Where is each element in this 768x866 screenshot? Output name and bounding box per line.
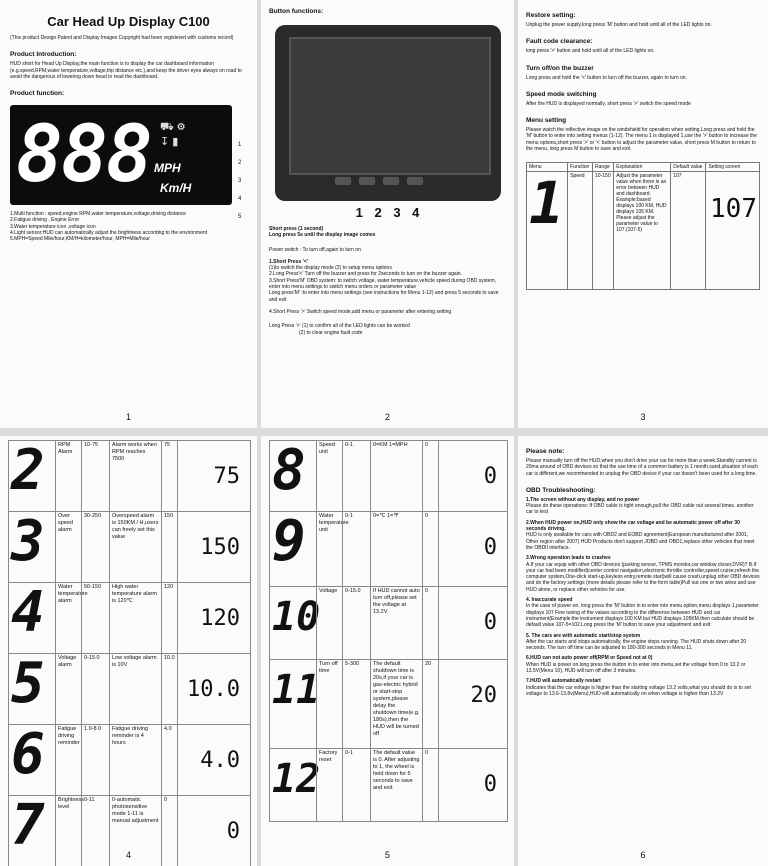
table-row — [9, 438, 250, 512]
function-cell: Voltage alarm — [55, 654, 81, 724]
note-text: Please manually turn off the HUD,when you don't drive your car for more than a week.Standby current is 20ma around of OBD devices so that the use time of a common battery is 1 month,sand,situation of each car is different,we recommended to unplug the OBD device if your car doesn't been used for a long time. — [526, 458, 759, 477]
default-cell: 0 — [422, 587, 438, 659]
page-title: Car Head Up Display C100 — [47, 14, 210, 29]
issue-title: 2.When HUD power on,HUD only show the car voltage and be automatic power off after 30 seconds driving. — [526, 519, 740, 533]
page-number: 2 — [384, 412, 390, 422]
section-heading: Restore setting: — [526, 12, 576, 19]
table-row — [9, 651, 250, 725]
explanation-cell: Low voltage alarm is 10V — [109, 654, 161, 724]
button-number-labels — [269, 205, 506, 220]
default-cell: 10.0 — [161, 654, 177, 724]
issue-answer: Indicates that the car voltage is higher than the starting voltage 13.2 volts,what you should do is to set voltage to 13.6-13.8v(Menu),HUD will automatically on when voltage is higher than 13.2V — [526, 684, 751, 697]
manual-page-5 — [261, 436, 514, 866]
button-number: 3 — [393, 205, 401, 220]
button-number: 2 — [374, 205, 382, 220]
menu-digit: 2 — [11, 438, 45, 503]
column-header: Menu — [527, 163, 568, 172]
engine-icon: ⚙ — [176, 121, 186, 134]
function-cell: Factory reset — [316, 749, 342, 821]
list-item: 4.Light sensor:HUD can automatically adjust the brightness according to the environment — [10, 230, 208, 237]
range-cell: 0-11 — [81, 796, 109, 866]
manual-page-2 — [261, 0, 514, 428]
menu-digit: 8 — [272, 438, 306, 503]
button-instructions — [269, 259, 506, 336]
default-cell: 75 — [161, 441, 177, 511]
thermometer-icon: ↧ — [160, 136, 170, 149]
list-item: 2.Fatigue driving , Engine Error — [10, 217, 80, 224]
callout-1: 1 — [238, 142, 242, 148]
callout-5: 5 — [238, 214, 242, 220]
default-cell: 107 — [671, 172, 706, 290]
function-cell: Turn off time — [316, 660, 342, 748]
column-header: Default value — [671, 163, 706, 172]
issue-title: 1.The screen without any display, and no power — [526, 496, 640, 503]
callout-2: 2 — [238, 160, 242, 166]
hud-device-image — [275, 25, 501, 201]
menu-table-continued — [8, 440, 251, 866]
section-text: After the HUD is displayed normally, short press '>' switch the speed mode — [526, 100, 691, 107]
issue-answer: After the car starts and stops automatically, the engine stops running. The HUD shuts down after 20 seconds. The turn off time can be adjusted to 180-300 seconds in Menu 11. — [526, 638, 747, 652]
table-row — [270, 660, 507, 749]
mph-label: MPH — [154, 161, 181, 176]
function-cell: RPM Alarm — [55, 441, 81, 511]
section-text: Unplug the power supply,long press 'M' button and hold until all of the LED lights on. — [526, 22, 712, 28]
list-item: Long press'M' :to enter into menu settings (see instructions for Menu 1-12) and press 5 seconds to save and exit — [269, 290, 499, 303]
explanation-cell: Alarm works when RPM reaches 7500 — [109, 441, 161, 511]
list-item: 2.Long Press'<' Turn off the buzzer and press for 2seconds to turn on the buzzer again. — [269, 271, 462, 278]
list-item: 5.MPH=Speed Mile/hour,KM/H=kilometer/hour, MPH=Mile/hour — [10, 236, 150, 243]
setting-screen: 0 — [438, 587, 507, 659]
setting-screen: 0 — [438, 512, 507, 586]
menu-table-continued — [269, 440, 508, 822]
range-cell: 30-250 — [81, 512, 109, 582]
explanation-cell: Fatigue driving reminder is 4 hours — [109, 725, 161, 795]
menu-digit: 10 — [272, 594, 321, 640]
section-heading: Turn off/on the buzzer — [526, 64, 594, 72]
setting-screen: 10.0 — [177, 654, 250, 724]
manual-page-1 — [0, 0, 257, 428]
menu-digit: 12 — [272, 756, 321, 802]
long-press-note: Long press 5s until the display image comes — [269, 232, 376, 239]
list-item: (2) to clear engine fault code — [299, 329, 363, 336]
troubleshooting-heading: OBD Troubleshooting: — [526, 486, 596, 494]
column-header: Explanation — [614, 163, 671, 172]
setting-screen: 120 — [177, 583, 250, 653]
table-row — [9, 722, 250, 796]
table-row — [270, 438, 507, 512]
car-icon: ⛟ — [160, 121, 174, 134]
button-number: 4 — [412, 205, 420, 220]
battery-icon: ▮ — [172, 136, 179, 149]
issue-answer: HUD is only available for cars with OBD2 and EOBD agreement(European manufactured after 2001, Other region after 2007) HUD Products don't support JOBD and OBD1,replace other vehicles that meet the OBDII interface. — [526, 532, 755, 551]
range-cell: 0-1 — [342, 512, 370, 586]
list-item: 3.Short Press'M' OBD system: to switch voltage, water temperature,vehicle speed during OBD system, enter into menu settings to switch menu orders or parameter value — [269, 277, 496, 291]
explanation-cell: 0=℃ 1=℉ — [370, 512, 422, 586]
troubleshooting-list — [526, 497, 760, 697]
section-text: Long press and hold the '<' button to turn off the buzzer, again to turn on. — [526, 74, 687, 81]
device-button-1 — [335, 177, 351, 185]
list-item: 3.Water temperature icon ,voltage icon — [10, 223, 96, 230]
issue-title: 3.Wrong operation leads to crashes — [526, 555, 611, 562]
intro-heading: Product Introduction: — [10, 51, 77, 59]
issue-answer: Please do these operations: If OBD cable is tight enough,pull the OBD cable out several times. another car to test — [526, 503, 754, 516]
page-number: 6 — [640, 850, 646, 860]
car-status-icons — [160, 121, 185, 148]
section-text: long press '>' button and hold until all of the LED lights on. — [526, 48, 655, 55]
power-switch-text: Power switch : To turn off,again to turn on — [269, 246, 361, 253]
setting-screen: 20 — [438, 660, 507, 748]
list-item: 1.Multi function : speed,engine RPM,water temperature,voltage,driving distance — [10, 211, 186, 218]
function-cell: Fatigue driving reminder — [55, 725, 81, 795]
device-button-3 — [383, 177, 399, 185]
hud-digits: 888 — [16, 110, 151, 201]
table-row — [527, 172, 760, 290]
callout-4: 4 — [238, 196, 242, 202]
callout-3: 3 — [238, 178, 242, 184]
table-row — [270, 509, 507, 587]
function-list — [10, 211, 247, 242]
short-press-note: Short press (1 second) — [269, 226, 324, 232]
issue-title: 5. The cars are with automatic start/stop system — [526, 632, 641, 639]
list-item: 4.Short Press '>' Switch speed mode,add menu or parameter after entering setting — [269, 308, 452, 315]
range-cell: 0-15.0 — [81, 654, 109, 724]
column-header: Setting screen — [706, 163, 760, 172]
setting-screen: 0 — [438, 749, 507, 821]
issue-title: 4. Inaccurate speed — [526, 597, 573, 604]
menu-digit: 9 — [272, 509, 306, 574]
table-row — [270, 749, 507, 822]
list-item: Long Press '>' (1) to confirm all of the LED lights can be worked — [269, 323, 410, 330]
device-button-4 — [407, 177, 423, 185]
explanation-cell: The default value is 0. After adjusting to 1, the wheel is held down for 5 seconds to save and exit. — [370, 749, 422, 821]
function-cell: Speed unit — [316, 441, 342, 511]
explanation-cell: High water temperature alarm is 120℃ — [109, 583, 161, 653]
page-number: 5 — [384, 850, 390, 860]
button-functions-heading: Button functions: — [269, 8, 324, 15]
range-cell: 0-1 — [342, 441, 370, 511]
note-heading: Please note: — [526, 448, 565, 455]
explanation-cell: Overspeed alarm is 150KM / H,users can freely set this value — [109, 512, 161, 582]
column-header: Range — [593, 163, 614, 172]
list-item: (1)to switch the display mode (2) to setup menu options — [269, 265, 392, 272]
default-cell: 0 — [422, 512, 438, 586]
setting-screen: 75 — [177, 441, 250, 511]
function-cell: Water temperature alarm — [55, 583, 81, 653]
function-cell: Speed — [568, 172, 593, 290]
manual-page-3 — [518, 0, 768, 428]
button-number: 1 — [355, 205, 363, 220]
list-item: 1.Short Press '<' — [269, 258, 308, 265]
default-cell: 0 — [422, 749, 438, 821]
explanation-cell: The default shutdown time is 20s,if your car is gas-electric hybrid or start-stop system,please delay the shutdown time(e.g. 180s),then the HUD will be turned off — [370, 660, 422, 748]
default-cell: 20 — [422, 660, 438, 748]
kmh-label: Km/H — [160, 181, 192, 196]
range-cell: 50-150 — [81, 583, 109, 653]
default-cell: 4.0 — [161, 725, 177, 795]
issue-answer: A.If your car equip with other OBD devices (parking sensor, TPMS monitor,car window closer,DVR)? B.If your car had been modified(center control navigation,electronic throttle controller,speed cruise,refresh the computer system,One-click start-up,keyless entry,remote start)will cause crash,unplug other OBD devices and do the factory settings (more details please refer to the form table)Pull out one or two wires and use HUD alone, or replace other vehicles for use. — [526, 561, 760, 593]
issue-answer: In the case of power-on, long press the 'M' button in to enter into menu option,menu displays 1,parameter displays 107 Fine tuning of the values according to the difference between HUD and car instrument(Example:the instrument displays 100 KM but HUD displays 105KM,then calculate should be default value 107-5=102.Long press the 'M' button to save your adjustment and exit — [526, 603, 759, 629]
page-number: 1 — [125, 412, 131, 422]
section-text: Please watch the reflective image on the windshield for operation when setting.Long press and hold the 'M' button to enter into setting menus (1-12). The menu 1 is displayed 1,use the '>' button to increase the menu options,short press '>' or '<' button to adjust the parameter value, short press M button to return to the menu, long press M button to save and exit. — [526, 127, 757, 153]
column-header: Function — [568, 163, 593, 172]
range-cell: 0-15.0 — [342, 587, 370, 659]
default-cell: 150 — [161, 512, 177, 582]
menu-digit: 7 — [11, 793, 45, 858]
table-row — [9, 509, 250, 583]
explanation-cell: If HUD cannot auto turn off,please set the voltage at 13.2V — [370, 587, 422, 659]
issue-answer: When HUD is power on,long press the button in to enter into menu,set the voltage from 0 to 13.2 or 13.5V(Menu 10), HUD will turn off after 3 minutes. — [526, 661, 746, 675]
range-cell: 1.0-8.0 — [81, 725, 109, 795]
hud-display-image — [10, 105, 232, 205]
device-button-2 — [359, 177, 375, 185]
range-cell: 0-1 — [342, 749, 370, 821]
issue-title: 6.HUD can not auto power off(RPM or Speed not at 0) — [526, 655, 653, 662]
manual-page-4 — [0, 436, 257, 866]
explanation-cell: 0-automatic photosensitive mode 1-11 is manual adjustment — [109, 796, 161, 866]
function-cell: Brightness level — [55, 796, 81, 866]
setting-screen: 150 — [177, 512, 250, 582]
function-heading: Product function: — [10, 90, 65, 98]
menu-digit: 3 — [11, 509, 45, 574]
table-row — [270, 587, 507, 660]
default-cell: 0 — [161, 796, 177, 866]
range-cell: 10-150 — [593, 172, 614, 290]
section-heading: Menu setting — [526, 117, 567, 125]
range-cell: 10-75 — [81, 441, 109, 511]
default-cell: 0 — [422, 441, 438, 511]
menu-digit: 11 — [272, 667, 321, 713]
setting-screen: 4.0 — [177, 725, 250, 795]
manual-page-6 — [518, 436, 768, 866]
menu-digit: 5 — [11, 651, 45, 716]
page-number: 4 — [125, 850, 131, 860]
explanation-cell: Adjust the parameter value when there is an error between HUD and dashboard. Example:based displays 100 KM, HUD displays 105 KM. Please adjust the parameter value to 107.(107-5) — [614, 172, 671, 290]
range-cell: 5-300 — [342, 660, 370, 748]
menu-digit: 1 — [527, 172, 568, 290]
intro-text: HUD short for Head Up Display,the main function is to display the car dashboard information (e.g.speed,RPM,water temperature,voltage,trip distance etc.),and keep the driver eyes always on road to avoid the dangerous of lowering down head to read the dashboard. — [10, 61, 242, 80]
explanation-cell: 0=KM 1=MPH — [370, 441, 422, 511]
function-cell: Over speed alarm — [55, 512, 81, 582]
issue-title: 7.HUD will automatically restart — [526, 678, 601, 685]
function-cell: Water temperature unit — [316, 512, 342, 586]
page-number: 3 — [640, 412, 646, 422]
settings-sections — [526, 12, 760, 152]
function-cell: Voltage — [316, 587, 342, 659]
device-screen — [289, 37, 491, 175]
table-row — [9, 580, 250, 654]
menu-digit: 6 — [11, 722, 45, 787]
default-cell: 120 — [161, 583, 177, 653]
setting-screen: 107 — [706, 172, 760, 290]
menu-table — [526, 162, 760, 290]
setting-screen: 0 — [438, 441, 507, 511]
setting-screen: 0 — [177, 796, 250, 866]
section-heading: Speed mode switching — [526, 90, 597, 98]
section-heading: Fault code clearance: — [526, 38, 593, 46]
patent-notice: (This product Design Patent and Display Images Copyright had been registered with customs record) — [10, 35, 234, 41]
callout-numbers — [238, 142, 250, 232]
menu-digit: 4 — [11, 580, 45, 645]
